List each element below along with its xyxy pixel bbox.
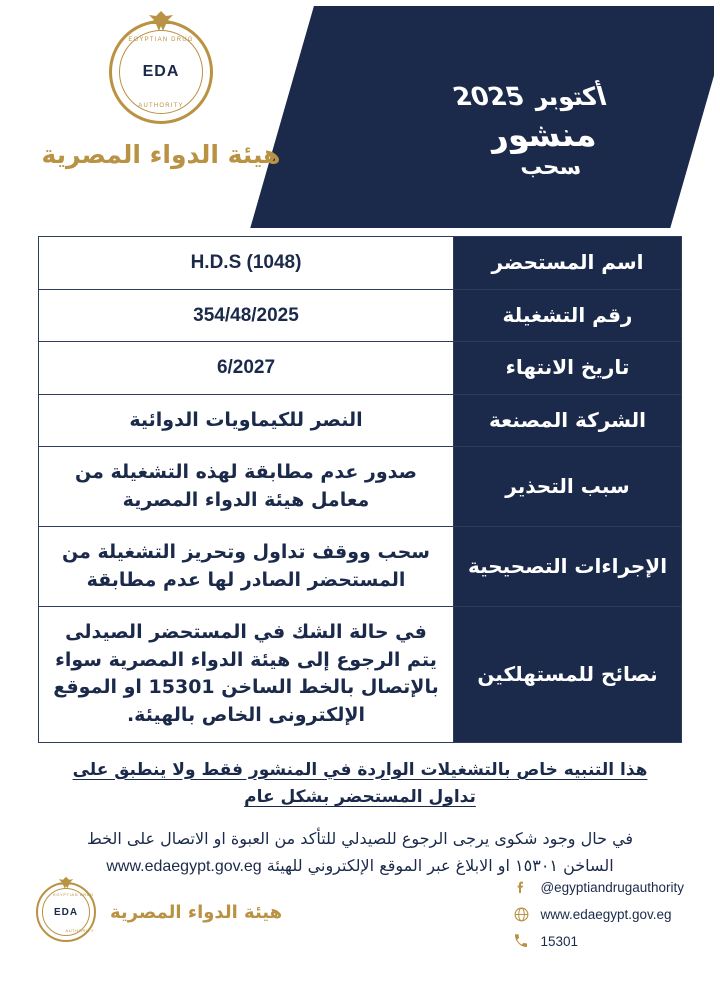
contact-facebook-text: @egyptiandrugauthority	[540, 879, 684, 895]
row-label: الشركة المصنعة	[454, 394, 682, 447]
facebook-icon	[512, 878, 530, 896]
seal-bottom-text: AUTHORITY	[65, 928, 94, 933]
table-row	[39, 607, 682, 742]
table-row	[39, 447, 682, 527]
eagle-icon	[146, 10, 176, 36]
footnote-url[interactable]: www.edaegypt.gov.eg	[106, 858, 262, 876]
seal-center-text: EDA	[142, 63, 180, 80]
row-label: اسم المستحضر	[454, 237, 682, 290]
header-title: منشور	[481, 115, 601, 154]
poster-header	[6, 6, 714, 228]
table-row	[39, 237, 682, 290]
authority-arabic-name: هيئة الدواء المصرية	[41, 140, 281, 169]
row-label: الإجراءات التصحيحية	[454, 527, 682, 607]
row-label: سبب التحذير	[454, 447, 682, 527]
table-row	[39, 342, 682, 395]
footer-arabic-name: هيئة الدواء المصرية	[110, 901, 283, 923]
footer-logo	[36, 878, 282, 942]
table-row	[39, 394, 682, 447]
eda-seal-icon	[109, 20, 213, 124]
row-value: 6/2027	[39, 342, 454, 395]
row-label: تاريخ الانتهاء	[454, 342, 682, 395]
poster-footer	[6, 868, 714, 978]
seal-top-text: EGYPTIAN DRUG	[53, 892, 94, 897]
seal-bottom-text: AUTHORITY	[138, 103, 184, 109]
header-subtitle: سحب	[516, 155, 585, 181]
contact-facebook[interactable]	[512, 878, 684, 896]
row-value: H.D.S (1048)	[39, 237, 454, 290]
contact-website[interactable]	[512, 905, 684, 923]
eagle-icon	[57, 876, 75, 892]
contact-hotline-text: 15301	[540, 933, 578, 949]
contact-hotline[interactable]	[512, 932, 684, 950]
seal-top-text: EGYPTIAN DRUG	[128, 37, 194, 43]
seal-center-text: EDA	[53, 906, 79, 918]
row-value: 354/48/2025	[39, 289, 454, 342]
phone-icon	[512, 932, 530, 950]
globe-icon	[512, 905, 530, 923]
row-value: النصر للكيماويات الدوائية	[39, 394, 454, 447]
row-value: صدور عدم مطابقة لهذه التشغيلة من معامل هيئة الدواء المصرية	[39, 447, 454, 527]
recall-details-table	[38, 236, 682, 743]
row-value: في حالة الشك في المستحضر الصيدلى يتم الرجوع إلى هيئة الدواء المصرية سواء بالإتصال بالخط الساخن 15301 او الموقع الإلكترونى الخاص بالهيئة.	[39, 607, 454, 742]
eda-seal-small-icon	[36, 882, 96, 942]
table-row	[39, 527, 682, 607]
contact-list	[512, 878, 684, 959]
row-value: سحب ووقف تداول وتحريز التشغيلة من المستحضر الصادر لها عدم مطابقة	[39, 527, 454, 607]
header-date: أكتوبر 2025	[449, 82, 611, 111]
contact-website-text: www.edaegypt.gov.eg	[540, 906, 672, 922]
footnote-line-1: في حال وجود شكوى يرجى الرجوع للصيدلي للتأكد من العبوة او الاتصال على الخط	[86, 828, 634, 848]
table-row	[39, 289, 682, 342]
authority-logo	[36, 20, 286, 169]
header-banner-content	[294, 6, 714, 228]
row-label: نصائح للمستهلكين	[454, 607, 682, 742]
footnote-line-2: الساخن ١٥٣٠١ او الابلاغ عبر الموقع الإلكتروني للهيئة	[266, 856, 614, 876]
row-label: رقم التشغيلة	[454, 289, 682, 342]
scope-warning-note: هذا التنبيه خاص بالتشغيلات الواردة في المنشور فقط ولا ينطبق على تداول المستحضر بشكل عام	[72, 759, 648, 807]
